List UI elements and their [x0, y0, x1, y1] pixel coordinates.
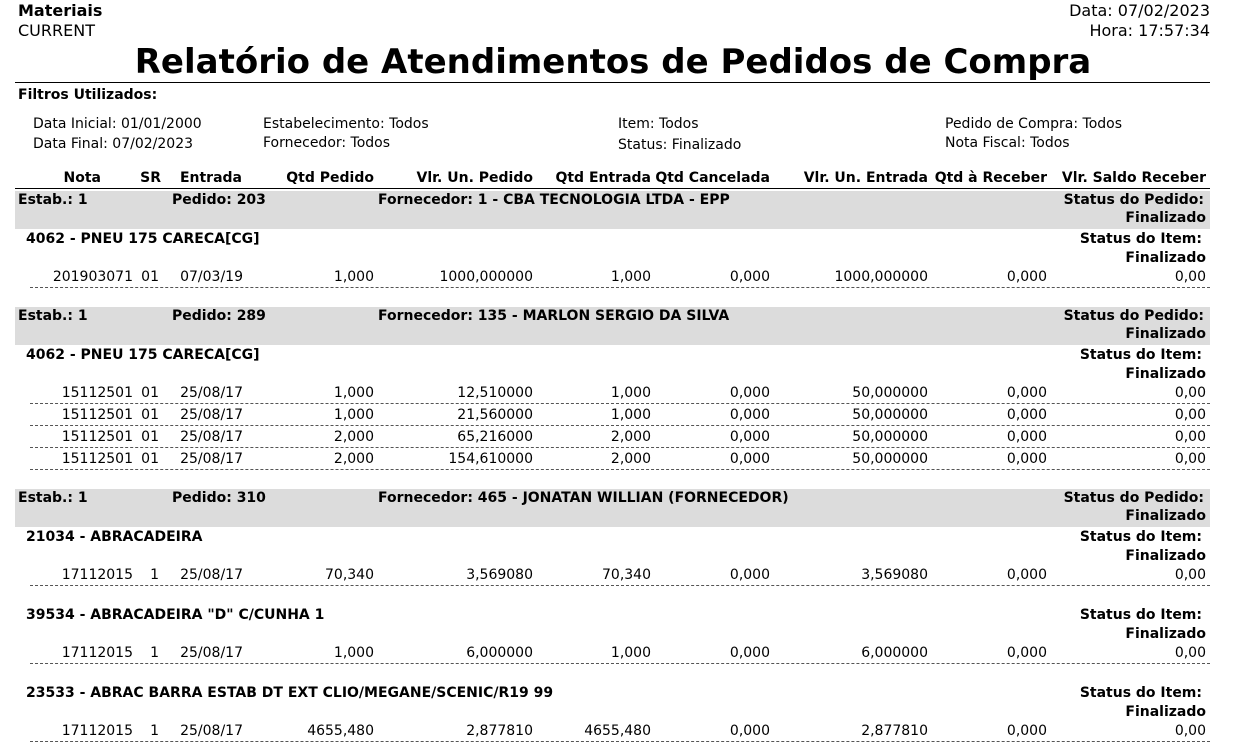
row-divider: [30, 585, 1210, 586]
table-cell: 0,000: [1006, 567, 1047, 583]
table-cell: 6,000000: [861, 645, 928, 661]
filter-pedido-compra: Pedido de Compra: Todos: [945, 116, 1123, 132]
table-cell: 70,340: [602, 567, 651, 583]
table-cell: 0,00: [1174, 429, 1206, 445]
row-divider: [30, 287, 1210, 288]
table-cell: 2,877810: [466, 723, 533, 739]
table-cell: 25/08/17: [180, 645, 243, 661]
table-cell: 0,000: [729, 269, 770, 285]
table-cell: 17112015: [61, 645, 133, 661]
column-header: Qtd à Receber: [934, 170, 1047, 186]
table-cell: 4655,480: [307, 723, 374, 739]
column-header: Vlr. Un. Pedido: [416, 170, 533, 186]
table-cell: 2,000: [610, 451, 651, 467]
report-title: Relatório de Atendimentos de Pedidos de Compra: [134, 42, 1092, 82]
order-fornecedor: Fornecedor: 135 - MARLON SERGIO DA SILVA: [378, 308, 730, 324]
column-header: Nota: [63, 170, 101, 186]
order-fornecedor: Fornecedor: 465 - JONATAN WILLIAN (FORNECEDOR): [378, 490, 789, 506]
table-cell: 17112015: [61, 567, 133, 583]
table-cell: 2,877810: [861, 723, 928, 739]
table-cell: 25/08/17: [180, 723, 243, 739]
item-name: 4062 - PNEU 175 CARECA[CG]: [26, 231, 260, 247]
table-cell: 0,000: [729, 385, 770, 401]
table-cell: 0,000: [1006, 407, 1047, 423]
table-cell: 1,000: [610, 385, 651, 401]
item-status-label: Status do Item:: [1079, 347, 1202, 363]
item-status-value: Finalizado: [1125, 626, 1206, 642]
table-cell: 0,000: [1006, 269, 1047, 285]
table-cell: 0,000: [729, 645, 770, 661]
table-cell: 50,000000: [852, 407, 928, 423]
table-cell: 15112501: [61, 385, 133, 401]
order-pedido: Pedido: 289: [172, 308, 266, 324]
row-divider: [30, 403, 1210, 404]
table-cell: 1,000: [333, 407, 374, 423]
filter-estabelecimento: Estabelecimento: Todos: [263, 116, 429, 132]
table-cell: 25/08/17: [180, 429, 243, 445]
item-name: 21034 - ABRACADEIRA: [26, 529, 203, 545]
table-cell: 1,000: [333, 385, 374, 401]
table-cell: 2,000: [610, 429, 651, 445]
item-status-value: Finalizado: [1125, 704, 1206, 720]
table-cell: 50,000000: [852, 429, 928, 445]
table-cell: 0,000: [729, 407, 770, 423]
order-pedido: Pedido: 203: [172, 192, 266, 208]
table-cell: 01: [141, 407, 159, 423]
table-cell: 25/08/17: [180, 385, 243, 401]
column-header: Qtd Entrada: [555, 170, 651, 186]
filters-heading: Filtros Utilizados:: [18, 87, 158, 103]
table-cell: 0,00: [1174, 451, 1206, 467]
table-cell: 1: [150, 645, 159, 661]
table-cell: 01: [141, 451, 159, 467]
order-estab: Estab.: 1: [18, 308, 88, 324]
table-cell: 0,00: [1174, 567, 1206, 583]
table-cell: 15112501: [61, 451, 133, 467]
order-estab: Estab.: 1: [18, 490, 88, 506]
table-cell: 1,000: [333, 645, 374, 661]
item-status-value: Finalizado: [1125, 250, 1206, 266]
table-cell: 0,000: [729, 451, 770, 467]
column-header: Qtd Pedido: [286, 170, 374, 186]
table-cell: 01: [141, 429, 159, 445]
column-header: Vlr. Un. Entrada: [803, 170, 928, 186]
module-name: Materiais: [18, 1, 103, 20]
table-cell: 17112015: [61, 723, 133, 739]
table-cell: 1,000: [333, 269, 374, 285]
table-cell: 6,000000: [466, 645, 533, 661]
table-cell: 01: [141, 269, 159, 285]
column-header-divider: [15, 188, 1210, 189]
report-time: Hora: 17:57:34: [1089, 21, 1210, 40]
item-status-label: Status do Item:: [1079, 529, 1202, 545]
report-date: Data: 07/02/2023: [1069, 1, 1210, 20]
table-cell: 0,000: [1006, 385, 1047, 401]
table-cell: 21,560000: [457, 407, 533, 423]
table-cell: 1000,000000: [439, 269, 533, 285]
order-estab: Estab.: 1: [18, 192, 88, 208]
table-cell: 0,00: [1174, 723, 1206, 739]
order-pedido: Pedido: 310: [172, 490, 266, 506]
table-cell: 0,000: [1006, 723, 1047, 739]
column-header: SR: [140, 170, 161, 186]
table-cell: 0,000: [729, 429, 770, 445]
table-cell: 25/08/17: [180, 451, 243, 467]
table-cell: 1: [150, 723, 159, 739]
item-status-value: Finalizado: [1125, 366, 1206, 382]
table-cell: 1,000: [610, 407, 651, 423]
table-cell: 2,000: [333, 429, 374, 445]
table-cell: 07/03/19: [180, 269, 243, 285]
row-divider: [30, 741, 1210, 742]
order-status-label: Status do Pedido:: [1063, 490, 1204, 506]
table-cell: 25/08/17: [180, 407, 243, 423]
order-status-value: Finalizado: [1125, 508, 1206, 524]
filter-nota-fiscal: Nota Fiscal: Todos: [945, 135, 1070, 151]
table-cell: 0,00: [1174, 645, 1206, 661]
table-cell: 0,000: [1006, 451, 1047, 467]
instance-name: CURRENT: [18, 21, 95, 40]
item-status-label: Status do Item:: [1079, 607, 1202, 623]
table-cell: 2,000: [333, 451, 374, 467]
item-name: 39534 - ABRACADEIRA "D" C/CUNHA 1: [26, 607, 325, 623]
order-fornecedor: Fornecedor: 1 - CBA TECNOLOGIA LTDA - EPP: [378, 192, 730, 208]
table-cell: 154,610000: [448, 451, 533, 467]
table-cell: 1,000: [610, 269, 651, 285]
table-cell: 3,569080: [466, 567, 533, 583]
row-divider: [30, 469, 1210, 470]
table-cell: 0,00: [1174, 407, 1206, 423]
filter-status: Status: Finalizado: [618, 137, 742, 153]
header-divider: [15, 82, 1210, 83]
order-status-value: Finalizado: [1125, 210, 1206, 226]
table-cell: 4655,480: [584, 723, 651, 739]
item-name: 23533 - ABRAC BARRA ESTAB DT EXT CLIO/MEGANE/SCENIC/R19 99: [26, 685, 554, 701]
table-cell: 50,000000: [852, 385, 928, 401]
table-cell: 3,569080: [861, 567, 928, 583]
order-status-label: Status do Pedido:: [1063, 192, 1204, 208]
table-cell: 65,216000: [457, 429, 533, 445]
table-cell: 12,510000: [457, 385, 533, 401]
column-header: Vlr. Saldo Receber: [1061, 170, 1206, 186]
filter-item: Item: Todos: [618, 116, 699, 132]
table-cell: 0,000: [729, 723, 770, 739]
item-name: 4062 - PNEU 175 CARECA[CG]: [26, 347, 260, 363]
table-cell: 50,000000: [852, 451, 928, 467]
table-cell: 0,000: [1006, 645, 1047, 661]
item-status-label: Status do Item:: [1079, 231, 1202, 247]
row-divider: [30, 447, 1210, 448]
table-cell: 0,000: [729, 567, 770, 583]
table-cell: 70,340: [325, 567, 374, 583]
table-cell: 15112501: [61, 407, 133, 423]
item-status-label: Status do Item:: [1079, 685, 1202, 701]
table-cell: 1: [150, 567, 159, 583]
table-cell: 0,00: [1174, 269, 1206, 285]
filter-fornecedor: Fornecedor: Todos: [263, 135, 391, 151]
table-cell: 201903071: [52, 269, 133, 285]
item-status-value: Finalizado: [1125, 548, 1206, 564]
row-divider: [30, 663, 1210, 664]
column-header: Qtd Cancelada: [655, 170, 770, 186]
filter-data-inicial: Data Inicial: 01/01/2000: [33, 116, 202, 132]
table-cell: 1,000: [610, 645, 651, 661]
filter-data-final: Data Final: 07/02/2023: [33, 136, 194, 152]
table-cell: 25/08/17: [180, 567, 243, 583]
row-divider: [30, 425, 1210, 426]
order-status-label: Status do Pedido:: [1063, 308, 1204, 324]
table-cell: 15112501: [61, 429, 133, 445]
table-cell: 01: [141, 385, 159, 401]
table-cell: 1000,000000: [834, 269, 928, 285]
table-cell: 0,000: [1006, 429, 1047, 445]
table-cell: 0,00: [1174, 385, 1206, 401]
order-status-value: Finalizado: [1125, 326, 1206, 342]
column-header: Entrada: [179, 170, 242, 186]
